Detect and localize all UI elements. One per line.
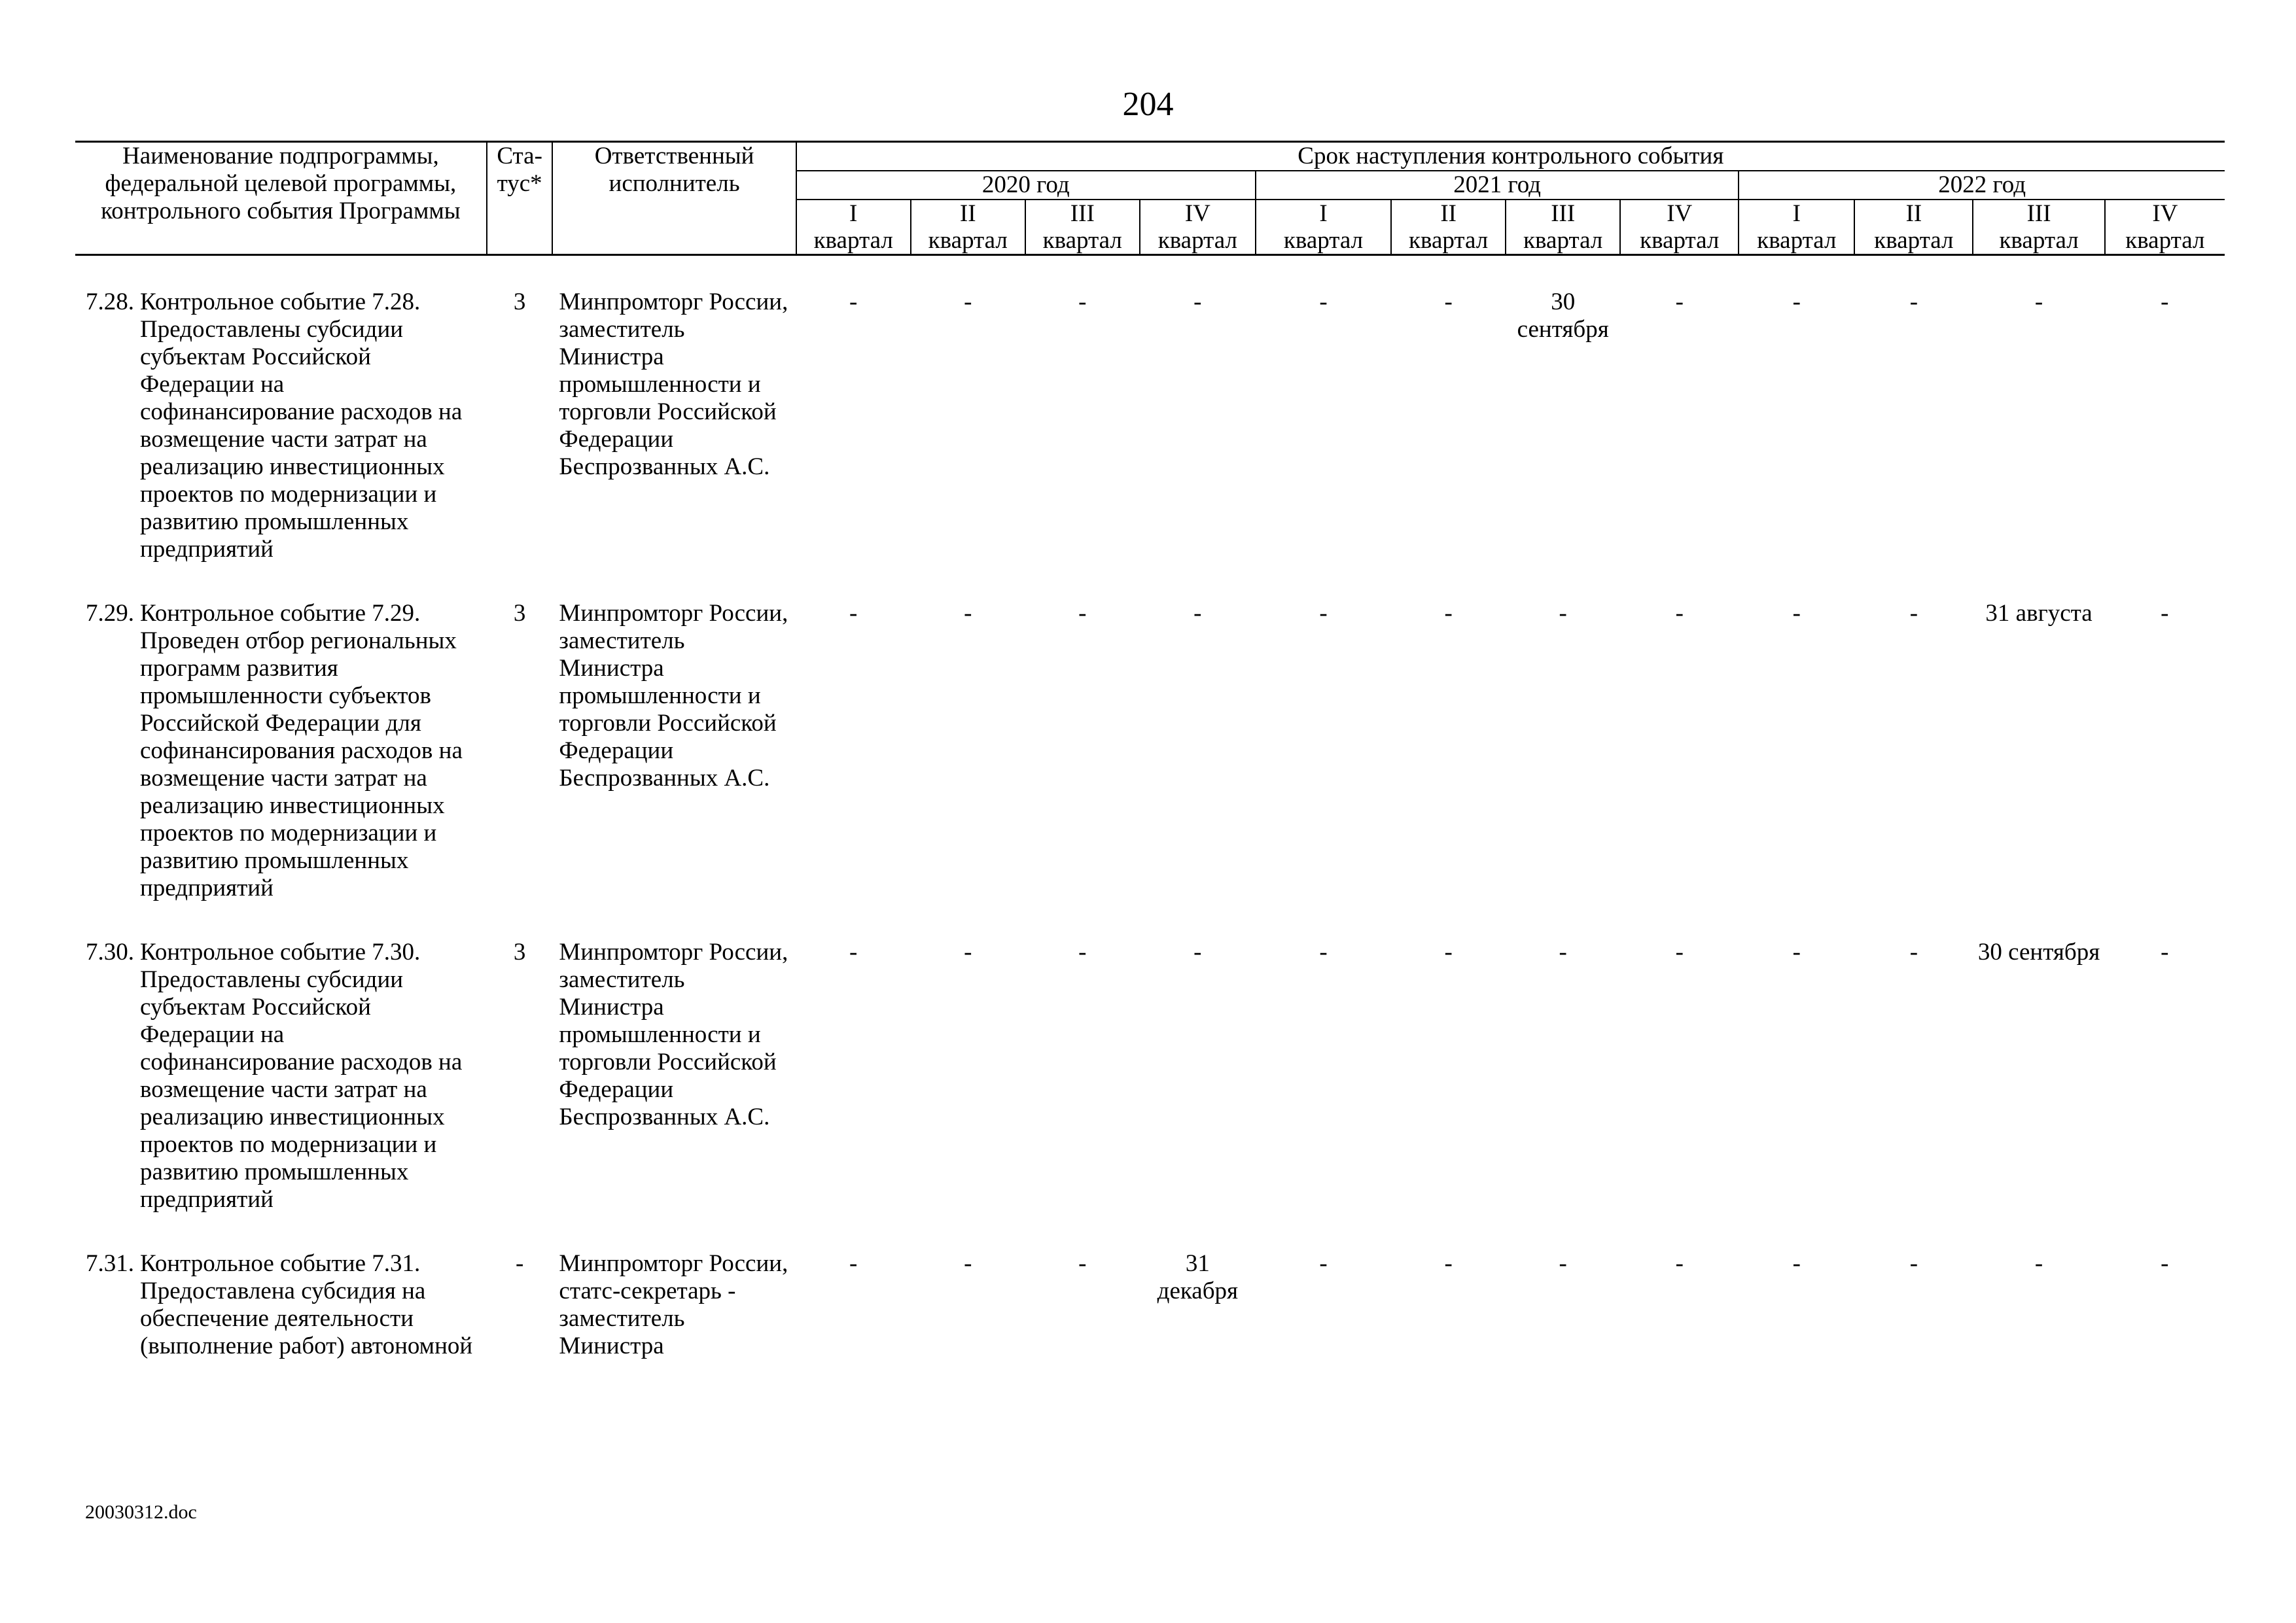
quarter-deadline-cell: - <box>1909 939 1918 966</box>
header-quarter-numeral: II <box>1440 200 1457 227</box>
quarter-deadline-cell: - <box>1319 939 1328 966</box>
quarter-deadline-cell: - <box>1909 600 1918 627</box>
table-row <box>75 1250 2225 1397</box>
header-quarter-numeral: I <box>1319 200 1328 227</box>
header-quarter <box>1739 200 1854 255</box>
quarter-deadline-cell: - <box>1909 288 1918 315</box>
quarter-deadline-cell: - <box>2034 288 2043 315</box>
header-name-column: Наименование подпрограммы, федеральной целевой программы, контрольного события Программы <box>75 142 487 255</box>
quarter-deadline-cell: - <box>1193 600 1202 627</box>
quarter-deadline-cell: - <box>1078 1250 1087 1277</box>
quarter-deadline-cell: - <box>1319 600 1328 627</box>
header-quarter <box>1256 200 1391 255</box>
header-quarter <box>1854 200 1973 255</box>
quarter-deadline-cell: - <box>1792 288 1801 315</box>
quarter-deadline-cell: - <box>849 1250 858 1277</box>
quarter-deadline-cell: - <box>1078 288 1087 315</box>
event-number: 7.28. <box>86 288 134 315</box>
header-quarter-numeral: II <box>1905 200 1922 227</box>
quarter-deadline-cell: - <box>1078 600 1087 627</box>
header-quarter <box>1140 200 1256 255</box>
event-executor: Минпромторг России, статс-секретарь - заместитель Министра <box>559 1250 788 1359</box>
header-quarter-label: квартал <box>1409 227 1489 254</box>
event-executor: Минпромторг России, заместитель Министра промышленности и торговли Российской Федерации Беспрозванных А.С. <box>559 939 788 1130</box>
quarter-deadline-cell: - <box>849 288 858 315</box>
header-quarter <box>1973 200 2104 255</box>
quarter-deadline-cell: 30 сентября <box>1517 288 1609 343</box>
table-row <box>75 600 2225 939</box>
quarter-deadline-cell: - <box>964 288 972 315</box>
quarter-deadline-cell: - <box>1675 600 1684 627</box>
header-quarter-label: квартал <box>1999 227 2079 254</box>
header-quarter-label: квартал <box>928 227 1008 254</box>
control-events-table <box>75 141 2225 1397</box>
event-status: 3 <box>513 600 526 627</box>
header-executor-column: Ответственный исполнитель <box>552 142 796 255</box>
quarter-deadline-cell: - <box>964 939 972 966</box>
quarter-deadline-cell: - <box>1792 939 1801 966</box>
quarter-deadline-cell: - <box>1319 1250 1328 1277</box>
header-quarter-label: квартал <box>1757 227 1837 254</box>
header-quarter-numeral: IV <box>2152 200 2178 227</box>
header-quarter-label: квартал <box>813 227 893 254</box>
event-name: Контрольное событие 7.30. Предоставлены субсидии субъектам Российской Федерации на софинансирование расходов на возмещение части затрат на реализацию инвестиционных проектов по модернизации и развитию промышленных предприятий <box>140 939 463 1213</box>
header-quarter <box>1391 200 1506 255</box>
footer-filename: 20030312.doc <box>85 1501 197 1523</box>
quarter-deadline-cell: - <box>1444 288 1453 315</box>
header-quarter-numeral: I <box>849 200 858 227</box>
header-quarter-numeral: III <box>1551 200 1576 227</box>
header-quarter-numeral: II <box>959 200 976 227</box>
event-name-cell <box>75 1250 487 1397</box>
quarter-deadline-cell: - <box>1909 1250 1918 1277</box>
header-status-column: Ста-тус* <box>487 142 553 255</box>
table-row <box>75 939 2225 1250</box>
quarter-deadline-cell: - <box>1319 288 1328 315</box>
quarter-deadline-cell: 30 сентября <box>1977 939 2100 966</box>
quarter-deadline-cell: - <box>1193 288 1202 315</box>
quarter-deadline-cell: - <box>849 939 858 966</box>
quarter-deadline-cell: - <box>1792 600 1801 627</box>
header-quarter-label: квартал <box>1874 227 1954 254</box>
quarter-deadline-cell: - <box>1675 1250 1684 1277</box>
quarter-deadline-cell: - <box>2161 1250 2169 1277</box>
event-status: 3 <box>513 939 526 966</box>
quarter-deadline-cell: - <box>1444 939 1453 966</box>
header-quarter <box>1506 200 1620 255</box>
event-name-cell <box>75 255 487 601</box>
header-quarter <box>1025 200 1140 255</box>
event-name: Контрольное событие 7.29. Проведен отбор региональных программ развития промышленности субъектов Российской Федерации для софинансирования расходов на возмещение части затрат на реализацию инвестиционных проектов по модернизации и развитию промышленных предприятий <box>140 600 463 901</box>
quarter-deadline-cell: - <box>1193 939 1202 966</box>
quarter-deadline-cell: - <box>1559 1250 1567 1277</box>
header-quarter-label: квартал <box>1523 227 1603 254</box>
event-number: 7.31. <box>86 1250 134 1277</box>
event-executor: Минпромторг России, заместитель Министра промышленности и торговли Российской Федерации Беспрозванных А.С. <box>559 600 788 792</box>
header-quarter-label: квартал <box>2125 227 2205 254</box>
header-quarter-label: квартал <box>1640 227 1720 254</box>
quarter-deadline-cell: - <box>1675 288 1684 315</box>
event-number: 7.30. <box>86 939 134 966</box>
header-quarter-numeral: III <box>1070 200 1095 227</box>
header-quarter-label: квартал <box>1283 227 1364 254</box>
event-name-cell <box>75 600 487 939</box>
quarter-deadline-cell: - <box>1444 1250 1453 1277</box>
header-quarter <box>911 200 1025 255</box>
header-quarter-numeral: I <box>1792 200 1801 227</box>
quarter-deadline-cell: - <box>1078 939 1087 966</box>
header-quarter-numeral: IV <box>1184 200 1210 227</box>
quarter-deadline-cell: - <box>2161 939 2169 966</box>
quarter-deadline-cell: - <box>849 600 858 627</box>
header-deadline-group: Срок наступления контрольного события <box>796 142 2225 171</box>
quarter-deadline-cell: - <box>1559 600 1567 627</box>
event-name: Контрольное событие 7.31. Предоставлена субсидия на обеспечение деятельности (выполнение работ) автономной <box>140 1250 473 1359</box>
quarter-deadline-cell: - <box>1444 600 1453 627</box>
quarter-deadline-cell: - <box>1559 939 1567 966</box>
quarter-deadline-cell: - <box>1792 1250 1801 1277</box>
header-quarter <box>2105 200 2225 255</box>
event-name-cell <box>75 939 487 1250</box>
quarter-deadline-cell: 31 декабря <box>1157 1250 1239 1304</box>
event-status: 3 <box>513 288 526 315</box>
header-quarter-numeral: IV <box>1667 200 1693 227</box>
quarter-deadline-cell: - <box>2161 600 2169 627</box>
header-quarter-numeral: III <box>2026 200 2051 227</box>
quarter-deadline-cell: - <box>964 600 972 627</box>
event-number: 7.29. <box>86 600 134 627</box>
header-year-2022: 2022 год <box>1739 171 2225 200</box>
header-quarter <box>1620 200 1739 255</box>
quarter-deadline-cell: - <box>2161 288 2169 315</box>
quarter-deadline-cell: - <box>1675 939 1684 966</box>
quarter-deadline-cell: - <box>2034 1250 2043 1277</box>
header-quarter-label: квартал <box>1042 227 1122 254</box>
event-name: Контрольное событие 7.28. Предоставлены субсидии субъектам Российской Федерации на софинансирование расходов на возмещение части затрат на реализацию инвестиционных проектов по модернизации и развитию промышленных предприятий <box>140 288 463 563</box>
table-row <box>75 255 2225 601</box>
header-year-2020: 2020 год <box>796 171 1256 200</box>
header-quarter <box>796 200 911 255</box>
quarter-deadline-cell: - <box>964 1250 972 1277</box>
header-quarter-label: квартал <box>1157 227 1237 254</box>
page-number: 204 <box>1122 86 1174 123</box>
event-status: - <box>515 1250 524 1277</box>
event-executor: Минпромторг России, заместитель Министра промышленности и торговли Российской Федерации Беспрозванных А.С. <box>559 288 788 480</box>
quarter-deadline-cell: 31 августа <box>1985 600 2093 627</box>
header-year-2021: 2021 год <box>1256 171 1739 200</box>
